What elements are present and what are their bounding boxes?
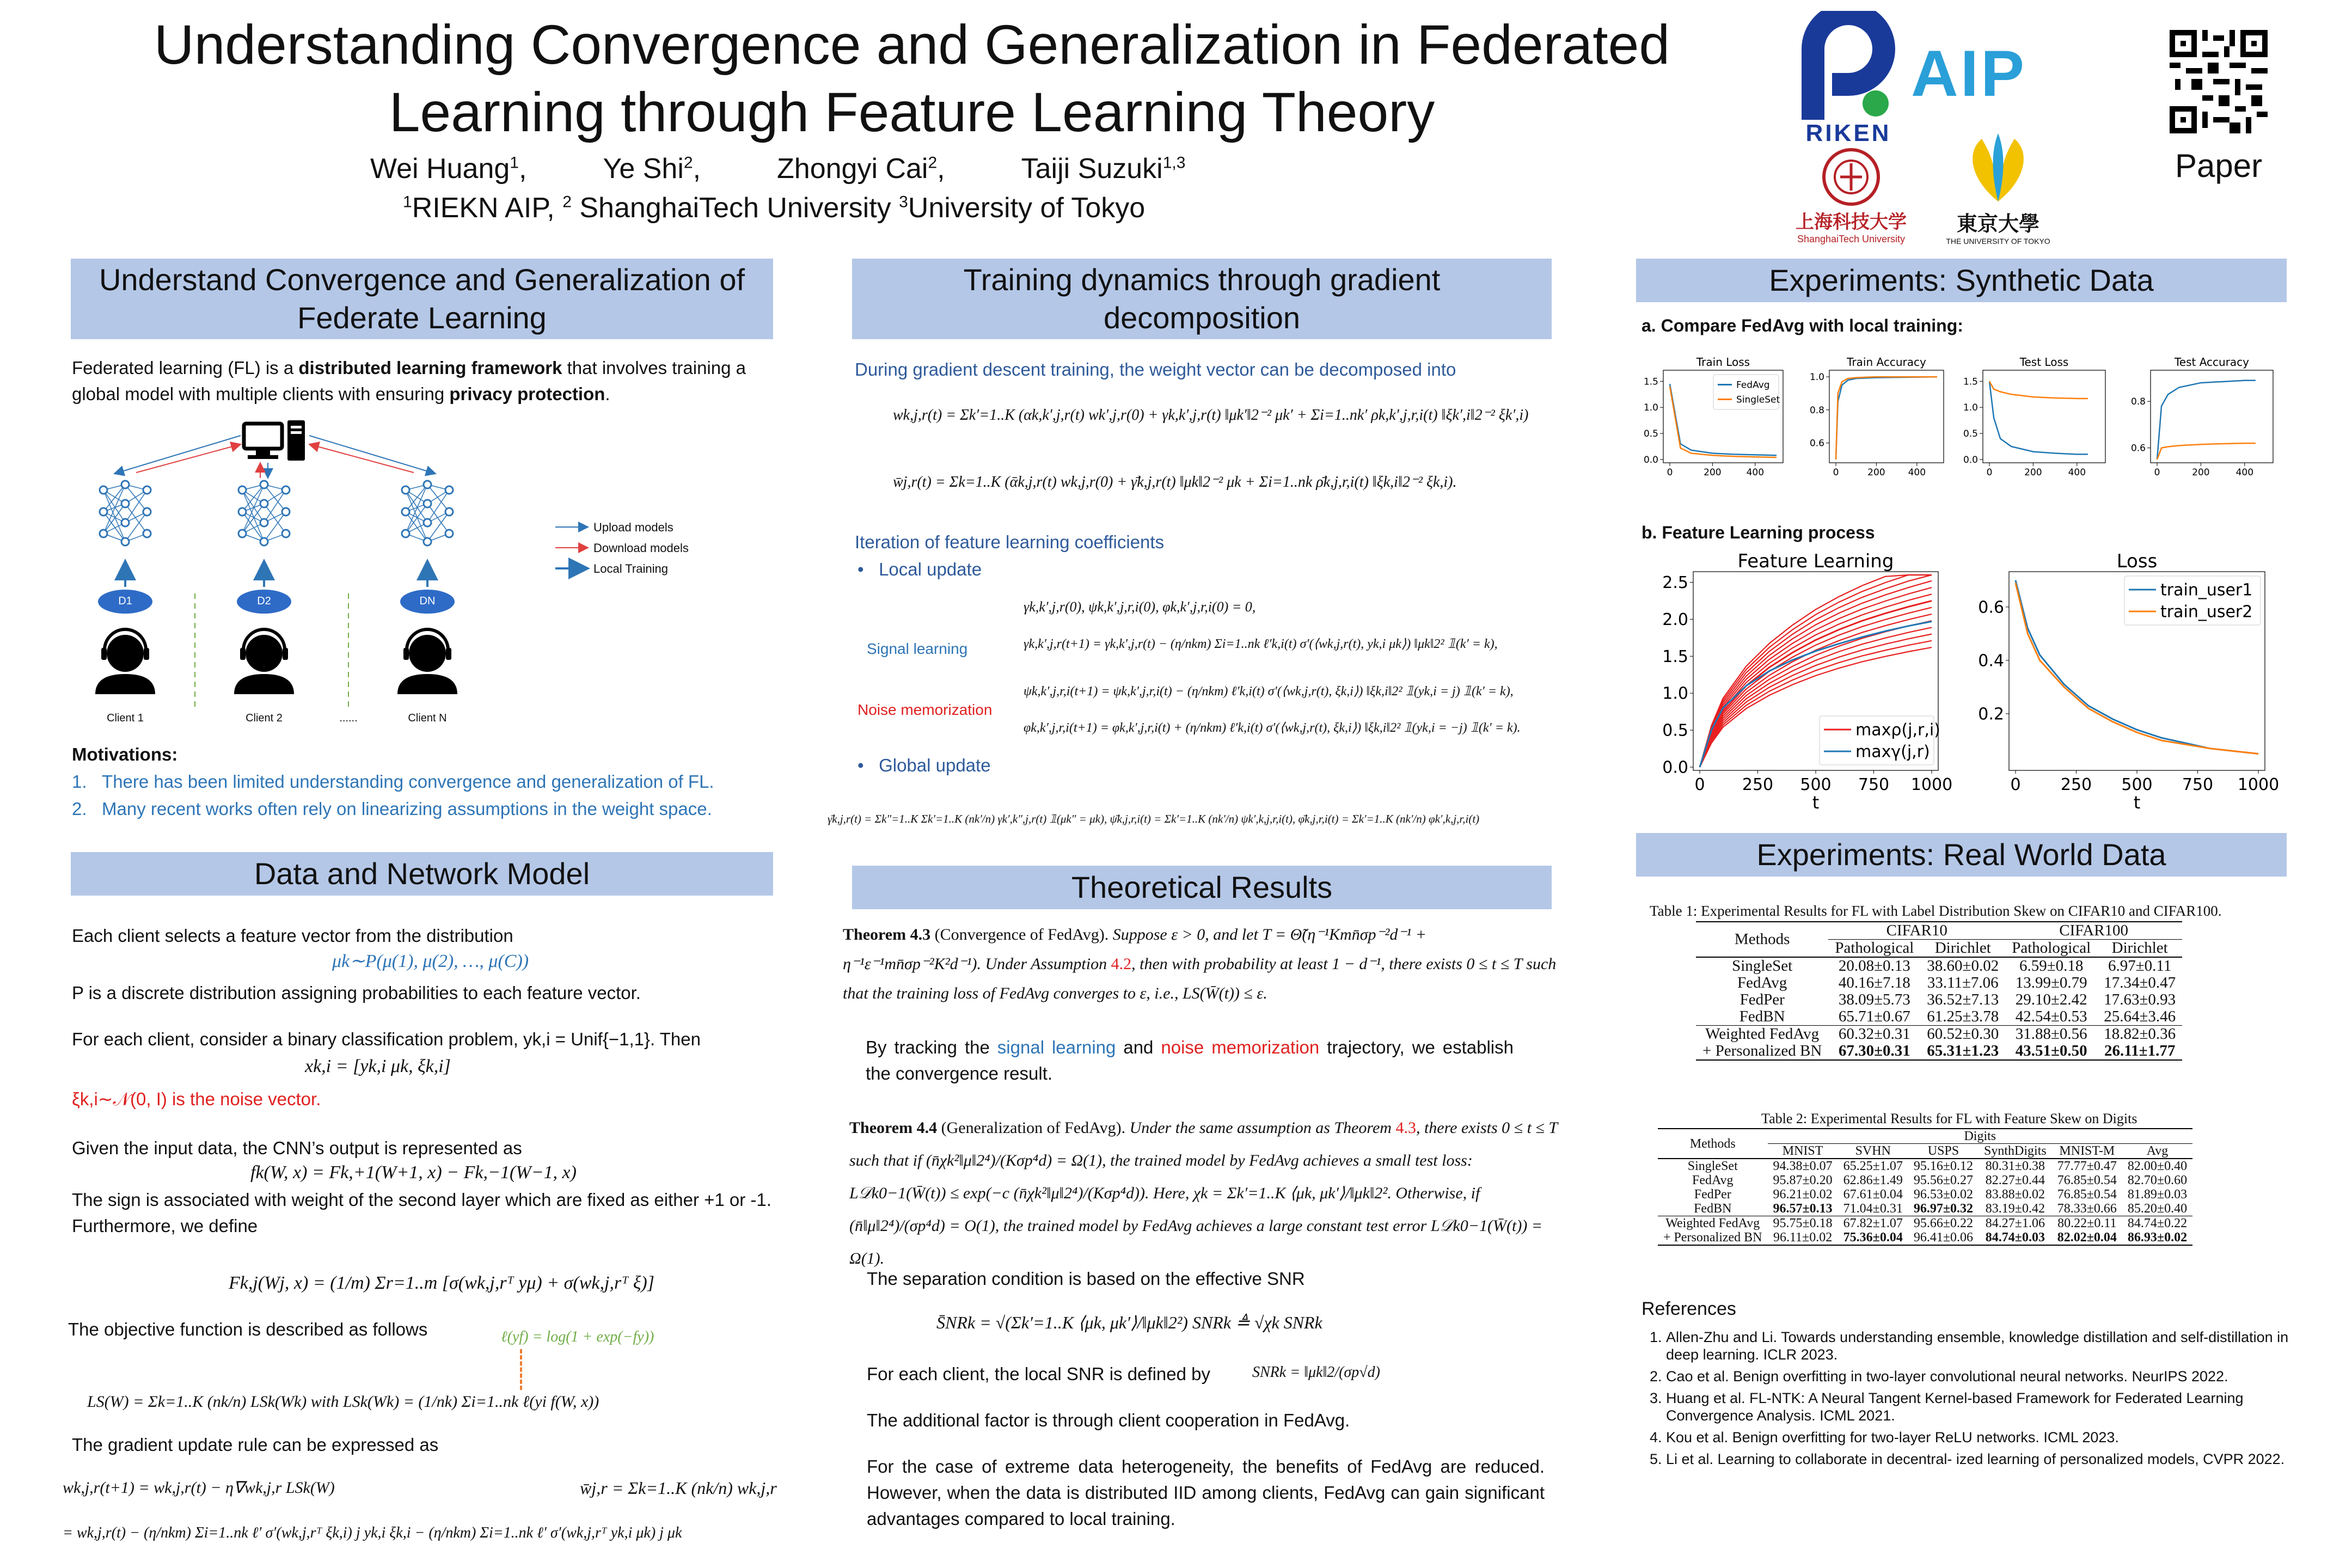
y-tick-label: 0.8 (1809, 405, 1824, 416)
data-model-text: The objective function is described as follows (68, 1319, 428, 1339)
chart-title: Test Accuracy (2174, 356, 2250, 369)
references-list (1633, 1328, 2303, 1472)
diagram-legend-download: Download models (593, 541, 689, 555)
chart-title: Train Accuracy (1847, 356, 1926, 369)
series-line (1836, 377, 1937, 460)
equation-effective-snr: S̄NRk = √(Σk′=1..K ⟨μk, μk′⟩/‖μk‖2²) SNRk ≜ √χk SNRk (936, 1313, 1322, 1332)
table1 (1696, 921, 2182, 1061)
author-list (370, 152, 1296, 185)
y-tick-label: 1.0 (1963, 402, 1978, 414)
x-tick-label: 250 (2060, 775, 2092, 794)
equation-init: γk,k′,j,r(0), ψk,k′,j,r,i(0), φk,k′,j,r,i(0) = 0, (1024, 599, 1256, 615)
section-header-understand: Understand Convergence and Generalization of Federate Learning (71, 259, 773, 339)
y-tick-label: 1.5 (1963, 376, 1978, 388)
client-label: Client N (408, 712, 447, 724)
x-tick-label: 250 (1742, 775, 1774, 794)
server-icon (244, 420, 305, 461)
local-update-bullet: • Local update (857, 559, 982, 579)
heterogeneity-text: For the case of extreme data heterogeneity, the benefits of FedAvg are reduced. However, when the data is distributed IID among clients, FedAvg can gain significant advantages compared to local training. (867, 1456, 1545, 1529)
equation-global-update: γ̄k,j,r(t) = Σk″=1..K Σk′=1..K (nk′/n) γk′,k″,j,r(t) 𝟙(μk″ = μk), ψ̄k,j,r,i(t) = Σk′=1..K (nk′/n) ψk′,k,j,r,i(t), φ̄k,j,r,i(t) = Σk′=1..K (nk′/n) φk′,k,j,r,i(t) (828, 812, 1480, 825)
x-tick-label: 0 (2154, 467, 2160, 478)
iteration-title: Iteration of feature learning coefficients (855, 532, 1165, 552)
global-update-bullet: • Global update (857, 755, 991, 775)
x-tick-label: 0 (1667, 467, 1673, 478)
y-tick-label: 0.6 (2130, 443, 2146, 454)
noise-memorization-label: Noise memorization (857, 701, 993, 718)
y-tick-label: 1.0 (1643, 402, 1658, 414)
x-tick-label: 750 (1858, 775, 1890, 794)
y-tick-label: 0.0 (1662, 758, 1688, 777)
tokyo-logo: 東京大學 THE UNIVERSITY OF TOKYO (1944, 131, 2053, 250)
y-tick-label: 0.0 (1963, 454, 1978, 465)
y-tick-label: 0.5 (1662, 721, 1688, 740)
equation-x: xk,i = [yk,i μk, ξk,i] (305, 1056, 451, 1076)
theorem-4-3: Theorem 4.3 (Convergence of FedAvg). Suppose ε > 0, and let T = Θ̃(η⁻¹Kmn̄σp⁻²d⁻¹ + η⁻¹ε⁻¹mn̄σp⁻²K²d⁻¹). Under Assumption 4.2, then with probability at least 1 − d⁻¹, there exists 0 ≤ t ≤ T such that the training loss of FedAvg converges to ε, i.e., LS(W̄(t)) ≤ ε. (843, 926, 1557, 1002)
x-tick-label: 500 (1800, 775, 1832, 794)
dataset-label: D1 (118, 595, 132, 607)
equation-decomposition-global: w̄j,r(t) = Σk=1..K (ᾱk,j,r(t) wk,j,r(0) + γ̄k,j,r(t) ‖μk‖2⁻² μk + Σi=1..nk ρ̄k,j,r,i(t) ‖ξk,i‖2⁻² ξk,i). (893, 474, 1457, 491)
data-model-text: For each client, consider a binary classification problem, yk,i = Unif{−1,1}. Then (72, 1029, 701, 1049)
equation-psi: ψk,k′,j,r,i(t+1) = ψk,k′,j,r,i(t) − (η/nkm) ℓ′k,i(t) σ′(⟨wk,j,r(t), ξk,i⟩) ‖ξk,i‖2² 𝟙(yk,i = j) 𝟙(k′ = k), (1024, 684, 1514, 699)
legend-label: train_user2 (2160, 602, 2253, 622)
y-tick-label: 0.5 (1963, 428, 1978, 440)
table2 (1658, 1128, 2192, 1246)
title-line-1: Understanding Convergence and Generalization in Federated (154, 14, 1670, 76)
signal-learning-label: Signal learning (867, 640, 968, 657)
x-tick-label: 200 (1704, 467, 1722, 478)
plot-frame (2151, 370, 2273, 463)
table-row: Weighted FedAvg 95.75±0.18 67.82±1.07 95.66±0.22 84.27±1.06 80.22±0.11 84.74±0.22 (1658, 1216, 2192, 1231)
data-model-text: ξk,i∼𝒩(0, I) is the noise vector. (72, 1089, 321, 1109)
y-tick-label: 1.0 (1809, 372, 1824, 383)
table-row: SingleSet 94.38±0.07 65.25±1.07 95.16±0.12 80.31±0.38 77.77±0.47 82.00±0.40 (1687, 1159, 2188, 1173)
y-tick-label: 0.0 (1643, 454, 1658, 465)
legend-label: maxρ(j,r,i) (1855, 720, 1940, 740)
affiliations: $^1$RIEKN AIP, $^2$ ShanghaiTech University $^3$University of Tokyo (403, 192, 1146, 224)
feature-learning-charts (1639, 550, 2287, 817)
x-tick-label: 400 (2235, 467, 2254, 478)
table-row: FedBN 65.71±0.67 61.25±3.78 42.54±0.53 25.64±3.46 (1739, 1008, 2176, 1025)
author: Taiji Suzuki$^{1,3}$ (1021, 153, 1186, 185)
table1-caption: Table 1: Experimental Results for FL with Label Distribution Skew on CIFAR10 and CIFAR100. (1650, 903, 2222, 919)
reference-item: 4. Kou et al. Benign overfitting for two-layer ReLU networks. ICML 2023. (1666, 1429, 2303, 1446)
equation-mu: μk∼P(μ(1), μ(2), …, μ(C)) (332, 951, 529, 971)
dataset-label: DN (419, 595, 436, 607)
equation-phi: φk,k′,j,r,i(t+1) = φk,k′,j,r,i(t) + (η/nkm) ℓ′k,i(t) σ′(⟨wk,j,r(t), ξk,i⟩) ‖ξk,i‖2² 𝟙(yk,i = −j) 𝟙(k′ = k). (1024, 721, 1521, 735)
client-user-icon (95, 629, 155, 694)
x-axis-label: t (2133, 792, 2141, 813)
author: Wei Huang$^1$, (370, 153, 527, 185)
x-tick-label: 1000 (2237, 775, 2280, 794)
riken-logo: RIKEN (1791, 11, 1906, 147)
section-header-theoretical-results: Theoretical Results (852, 866, 1552, 909)
client-cooperation-text: The additional factor is through client cooperation in FedAvg. (867, 1410, 1350, 1430)
data-model-text: Each client selects a feature vector from the distribution (72, 926, 513, 946)
legend-label: maxγ(j,r) (1855, 742, 1930, 762)
x-tick-label: 200 (2024, 467, 2042, 478)
client-label: Client 1 (107, 712, 144, 724)
x-tick-label: 400 (2068, 467, 2086, 478)
series-line (1836, 377, 1937, 460)
motivation-item: 2. Many recent works often rely on linearizing assumptions in the weight space. (72, 799, 712, 819)
reference-item: 5. Li et al. Learning to collaborate in decentral- ized learning of personalized models, CVPR 2022. (1666, 1450, 2303, 1468)
poster-title (109, 11, 1715, 146)
section-header-synthetic: Experiments: Synthetic Data (1636, 259, 2287, 302)
author: Zhongyi Cai$^2$, (777, 153, 945, 185)
reference-item: 2. Cao et al. Benign overfitting in two-layer convolutional neural networks. NeurIPS 2022. (1666, 1368, 2303, 1385)
table-row: FedAvg 40.16±7.18 33.11±7.06 13.99±0.79 17.34±0.47 (1737, 974, 2176, 991)
snr-intro: The separation condition is based on the effective SNR (867, 1269, 1305, 1289)
synthetic-small-charts (1639, 354, 2287, 485)
neural-network-icon (100, 481, 151, 546)
table-row: FedBN 96.57±0.13 71.04±0.31 96.97±0.32 83.19±0.42 78.33±0.66 85.20±0.40 (1694, 1202, 2188, 1216)
equation-gradient-expanded: = wk,j,r(t) − (η/nkm) Σi=1..nk ℓ′ σ′(wk,j,rᵀ ξk,i) j yk,i ξk,i − (η/nkm) Σi=1..nk ℓ′ σ′(wk,j,rᵀ yk,i μk) j μk (63, 1524, 682, 1541)
equation-local-snr: SNRk = ‖μk‖2/(σp√d) (1252, 1364, 1380, 1381)
chart-title: Loss (2116, 550, 2158, 572)
x-tick-label: 0 (1694, 775, 1705, 794)
diagram-legend-local: Local Training (593, 562, 668, 575)
reference-item: 1. Allen-Zhu and Li. Towards understanding ensemble, knowledge distillation and self-distillation in deep learning. ICLR 2023. (1666, 1328, 2303, 1363)
author: Ye Shi$^2$, (603, 153, 701, 185)
theorem-4-4: Theorem 4.4 (Generalization of FedAvg). Under the same assumption as Theorem 4.3, there exists 0 ≤ t ≤ T such that if (n̄χk²‖μ‖2⁴)/(Kσp⁴d) = Ω(1), the trained model by FedAvg achieves a small test loss: L𝒟k0−1(W̄(t)) ≤ exp(−c (n̄χk²‖μ‖2⁴)/(Kσp⁴d)). Here, χk = Σk′=1..K ⟨μk, μk′⟩/‖μk‖2². Otherwise, if (n̄‖μ‖2⁴)/(σp⁴d) = O(1), the trained model by FedAvg achieves a large constant test error L𝒟k0−1(W̄(t)) = Ω(1). (849, 1119, 1558, 1267)
y-tick-label: 0.6 (1978, 598, 2004, 617)
section-header-real-world: Experiments: Real World Data (1636, 833, 2287, 877)
x-tick-label: 1000 (1910, 775, 1953, 794)
series-line (2157, 443, 2256, 460)
y-tick-label: 1.5 (1662, 647, 1688, 666)
x-tick-label: 200 (2192, 467, 2210, 478)
legend-label: train_user1 (2160, 580, 2253, 600)
equation-gamma: γk,k′,j,r(t+1) = γk,k′,j,r(t) − (η/nkm) Σi=1..nk ℓ′k,i(t) σ′(⟨wk,j,r(t), yk,i μk⟩) ‖μk‖2² 𝟙(k′ = k), (1024, 637, 1498, 651)
legend-label: FedAvg (1736, 379, 1770, 391)
x-tick-label: 400 (1746, 467, 1765, 478)
series-line (2157, 381, 2256, 460)
x-axis-label: t (1812, 792, 1820, 813)
shanghaitech-logo: 上海科技大学 ShanghaiTech University (1791, 147, 1911, 256)
x-tick-label: 0 (1986, 467, 1993, 478)
dataset-label: D2 (257, 595, 271, 607)
x-tick-label: 0 (2010, 775, 2021, 794)
motivation-item: 1. There has been limited understanding convergence and generalization of FL. (72, 771, 714, 792)
decomposition-intro: During gradient descent training, the weight vector can be decomposed into (855, 359, 1456, 379)
plot-frame (1983, 370, 2105, 463)
y-tick-label: 0.6 (1809, 438, 1824, 449)
qr-caption: Paper (2175, 148, 2263, 184)
chart-title: Test Loss (2019, 356, 2069, 369)
y-tick-label: 0.4 (1978, 651, 2004, 671)
y-tick-label: 1.5 (1643, 376, 1658, 388)
data-model-text: The sign is associated with weight of the second layer which are fixed as either +1 or -1. Furthermore, we define (72, 1190, 771, 1236)
section-header-data-network: Data and Network Model (71, 852, 773, 896)
tracking-paragraph: By tracking the signal learning and noise memorization trajectory, we establish the convergence result. (866, 1037, 1514, 1083)
data-model-text: The gradient update rule can be expressed as (72, 1435, 439, 1455)
diagram-legend-upload: Upload models (593, 520, 673, 534)
loss-arrow-icon (520, 1349, 530, 1390)
y-tick-label: 2.0 (1662, 610, 1688, 629)
client-label: Client 2 (246, 712, 283, 724)
table-row: SingleSet 20.08±0.13 38.60±0.02 6.59±0.18 6.97±0.11 (1732, 957, 2172, 975)
equation-gradient: wk,j,r(t+1) = wk,j,r(t) − η∇wk,j,r LSk(W) (63, 1479, 335, 1497)
reference-item: 3. Huang et al. FL-NTK: A Neural Tangent Kernel-based Framework for Federated Learning Convergence Analysis. ICML 2021. (1666, 1389, 2303, 1424)
x-tick-label: 400 (1908, 467, 1926, 478)
table-row: Weighted FedAvg 60.32±0.31 60.52±0.30 31.88±0.56 18.82±0.36 (1696, 1026, 2182, 1043)
equation-f: fk(W, x) = Fk,+1(W+1, x) − Fk,−1(W−1, x) (250, 1162, 577, 1183)
section-header-training-dynamics: Training dynamics through gradient decomposition (852, 259, 1552, 339)
plot-frame (1829, 370, 1944, 463)
legend-label: SingleSet (1736, 394, 1780, 406)
motivations-title: Motivations: (72, 744, 178, 764)
equation-objective: LS(W) = Σk=1..K (nk/n) LSk(Wk) with LSk(Wk) = (1/nk) Σi=1..nk ℓ(yi f(W, x)) (87, 1393, 599, 1411)
client-label: ...... (339, 712, 358, 724)
local-snr-text: For each client, the local SNR is defined by (867, 1364, 1210, 1384)
results-table-feature-skew: Methods Digits MNIST SVHN USPS SynthDigits MNIST-M Avg SingleSet 94.38±0.07 65.25±1.07 95.16±0.12 80.31±0.38 77.77±0.47 82.00±0.40 FedAvg 95.87±0.20 62.86±1.49 95.56±0.27 82.27±0.44 76.85±0.54 82.70±0.60 FedPer 96.21±0.02 67.61±0.04 96.53±0.02 83.88±0.02 76.85±0.54 81.89±0.03 FedBN 96.57±0.13 71.04±0.31 96.97±0.32 83.19±0.42 78.33±0.66 85.20±0.40 Weighted FedAvg 95.75±0.18 67.82±1.07 95.66±0.22 84.27±1.06 80.22±0.11 84.74±0.22 + Personalized BN 96.11±0.02 75.36±0.04 96.41±0.06 84.74±0.03 82.02±0.04 86.93±0.02 (1658, 1128, 2192, 1246)
fl-diagram (71, 414, 768, 730)
table-row: + Personalized BN 96.11±0.02 75.36±0.04 96.41±0.06 84.74±0.03 82.02±0.04 86.93±0.02 (1658, 1230, 2192, 1245)
y-tick-label: 2.5 (1662, 573, 1688, 593)
equation-average: w̄j,r = Σk=1..K (nk/n) wk,j,r (580, 1478, 777, 1498)
equation-F: Fk,j(Wj, x) = (1/m) Σr=1..m [σ(wk,j,rᵀ yμ) + σ(wk,j,rᵀ ξ)] (229, 1273, 654, 1293)
table-row: FedAvg 95.87±0.20 62.86±1.49 95.56±0.27 82.27±0.44 76.85±0.54 82.70±0.60 (1692, 1173, 2188, 1187)
x-tick-label: 500 (2121, 775, 2153, 794)
table-row: FedPer 96.21±0.02 67.61±0.04 96.53±0.02 83.88±0.02 76.85±0.54 81.89±0.03 (1694, 1187, 2188, 1202)
data-model-text: P is a discrete distribution assigning probabilities to each feature vector. (72, 983, 641, 1003)
series-line (1989, 381, 2088, 399)
aip-logo: AIP (1911, 37, 2027, 110)
results-table-label-skew: Methods CIFAR10 CIFAR100 Pathological Dirichlet Pathological Dirichlet SingleSet 20.08±0.13 38.60±0.02 6.59±0.18 6.97±0.11 FedAvg 40.16±7.18 33.11±7.06 13.99±0.79 17.34±0.47 FedPer 38.09±5.73 36.52±7.13 29.10±2.42 17.63±0.93 FedBN 65.71±0.67 61.25±3.78 42.54±0.53 25.64±3.46 Weighted FedAvg 60.32±0.31 60.52±0.30 31.88±0.56 18.82±0.36 + Personalized BN 67.30±0.31 65.31±1.23 43.51±0.50 26.11±1.77 (1696, 921, 2182, 1061)
table2-caption: Table 2: Experimental Results for FL with Feature Skew on Digits (1761, 1111, 2137, 1126)
references-title: References (1641, 1298, 1736, 1319)
table-row: FedPer 38.09±5.73 36.52±7.13 29.10±2.42 17.63±0.93 (1739, 991, 2176, 1008)
chart-title: Feature Learning (1737, 550, 1894, 572)
x-tick-label: 200 (1867, 467, 1885, 478)
data-model-text: Given the input data, the CNN’s output is represented as (72, 1138, 522, 1158)
qr-code[interactable] (2170, 30, 2268, 133)
y-tick-label: 0.8 (2130, 396, 2146, 408)
equation-decomposition-local: wk,j,r(t) = Σk′=1..K (αk,k′,j,r(t) wk′,j,r(0) + γk,k′,j,r(t) ‖μk′‖2⁻² μk′ + Σi=1..nk′ ρk,k′,j,r,i(t) ‖ξk′,i‖2⁻² ξk′,i) (893, 407, 1529, 424)
x-tick-label: 750 (2182, 775, 2214, 794)
intro-paragraph: Federated learning (FL) is a distributed learning framework that involves training a global model with multiple clients with ensuring privacy protection. (72, 358, 746, 404)
title-line-2: Learning through Feature Learning Theory (389, 81, 1435, 143)
loss-definition: ℓ(yf) = log(1 + exp(−fy)) (501, 1328, 654, 1345)
y-tick-label: 0.5 (1643, 428, 1658, 440)
subheading-feature-learning: b. Feature Learning process (1641, 523, 1875, 542)
y-tick-label: 1.0 (1662, 684, 1688, 703)
subheading-compare: a. Compare FedAvg with local training: (1641, 316, 1963, 335)
y-tick-label: 0.2 (1978, 705, 2004, 724)
chart-title: Train Loss (1696, 356, 1750, 369)
table-row: + Personalized BN 67.30±0.31 65.31±1.23 43.51±0.50 26.11±1.77 (1696, 1043, 2182, 1060)
x-tick-label: 0 (1833, 467, 1839, 478)
